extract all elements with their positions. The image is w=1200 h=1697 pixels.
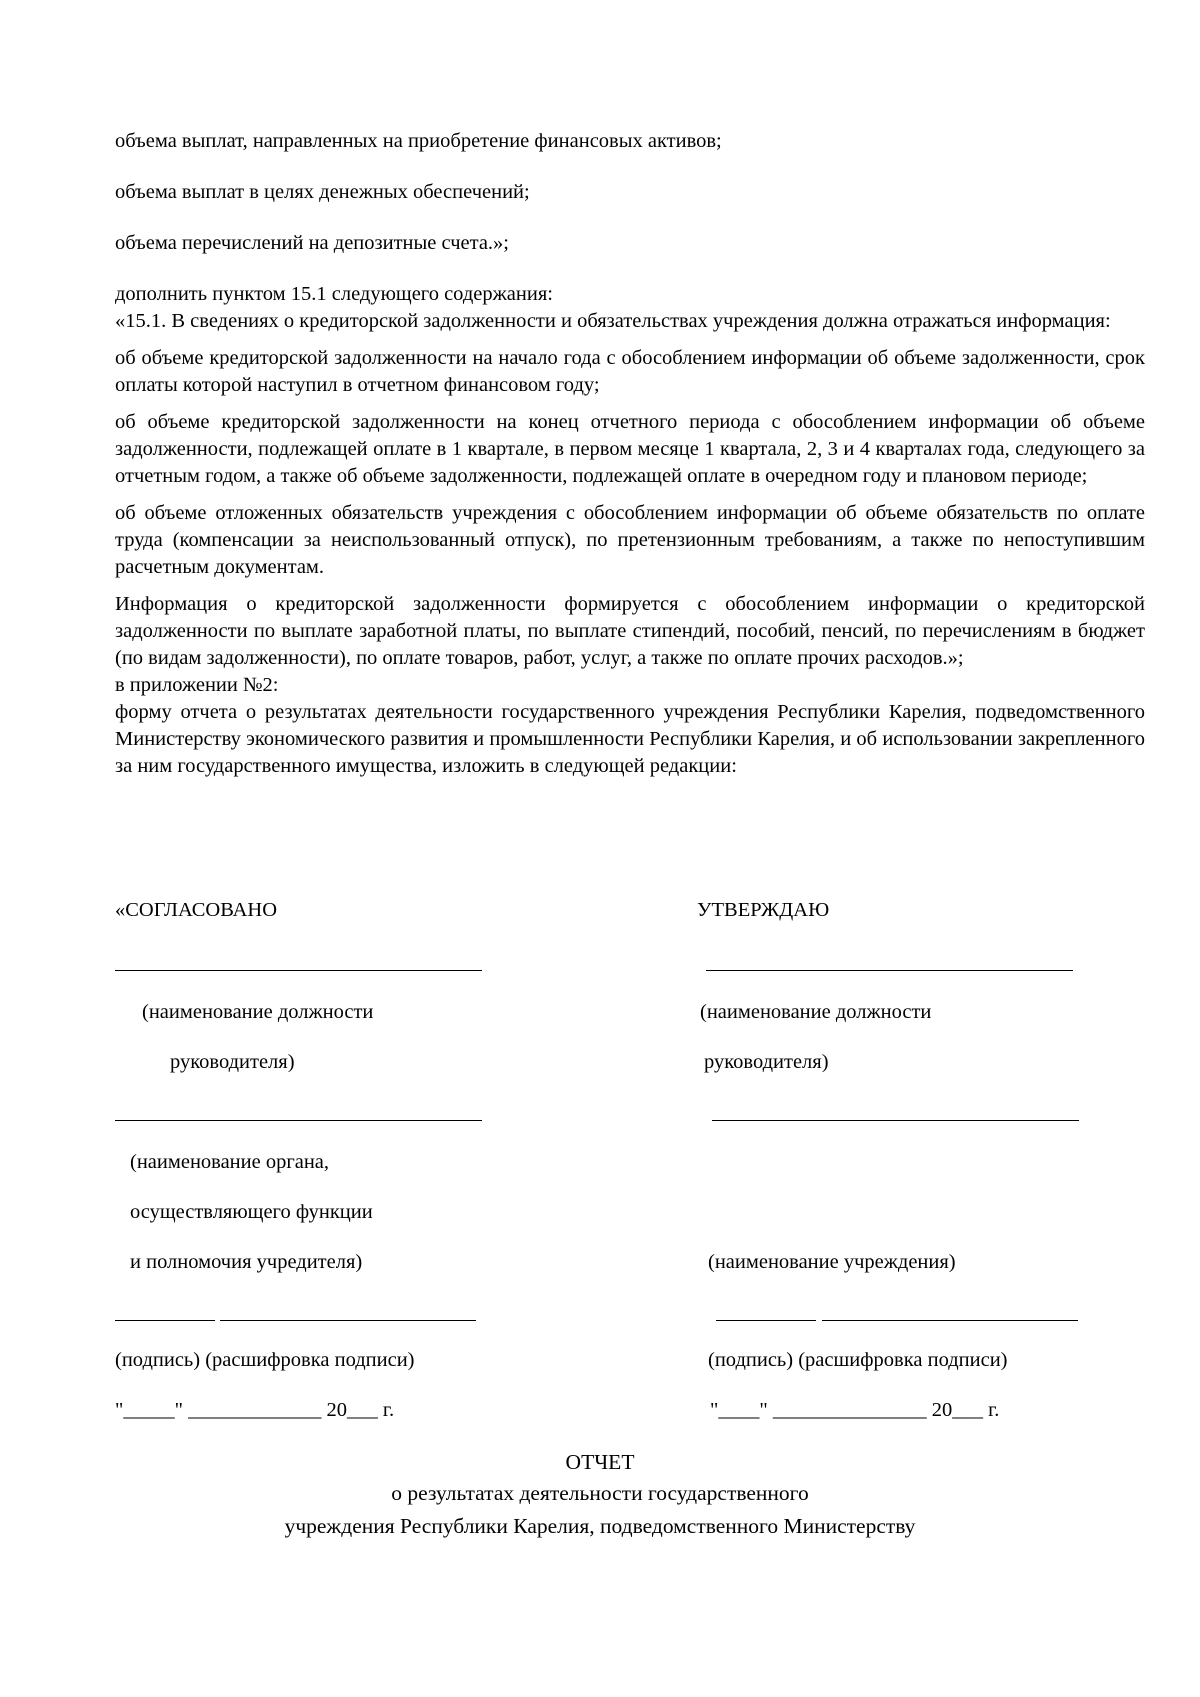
amendment-text bbox=[115, 128, 1145, 780]
paragraph-debt-end-period: об объеме кредиторской задолженности на конец отчетного периода с обособлением информации об объеме задолженности, подлежащей оплате в 1 квартале, в первом месяце 1 квартала, 2, 3 и 4 кварталах года, следующего за отчетным годом, а также об объеме задолженности, подлежащей оплате в очередном году и плановом периоде; bbox=[115, 411, 1145, 487]
right-signature-decoding-line bbox=[822, 1320, 1078, 1321]
left-position-caption-1: (наименование должности bbox=[142, 1001, 374, 1023]
right-signature-line bbox=[716, 1320, 816, 1321]
paragraph-item-15-1: «15.1. В сведениях о кредиторской задолженности и обязательствах учреждения должна отражаться информация: bbox=[115, 310, 1111, 332]
left-position-line bbox=[115, 970, 482, 971]
right-date: "____" _______________ 20___ г. bbox=[710, 1399, 1000, 1421]
paragraph-financial-assets: объема выплат, направленных на приобретение финансовых активов; bbox=[115, 130, 722, 152]
left-signature-caption: (подпись) (расшифровка подписи) bbox=[115, 1349, 415, 1371]
left-signature-line bbox=[115, 1320, 215, 1321]
right-signature-caption: (подпись) (расшифровка подписи) bbox=[708, 1349, 1008, 1371]
right-position-caption-2: руководителя) bbox=[704, 1051, 829, 1073]
paragraph-add-item-15-1: дополнить пунктом 15.1 следующего содержания: bbox=[115, 283, 553, 305]
paragraph-cash-provision: объема выплат в целях денежных обеспечений; bbox=[115, 181, 530, 203]
organ-caption-2: осуществляющего функции bbox=[130, 1201, 373, 1223]
approve-heading: УТВЕРЖДАЮ bbox=[697, 899, 830, 921]
organ-caption-1: (наименование органа, bbox=[130, 1151, 330, 1173]
report-title: ОТЧЕТ bbox=[565, 1450, 635, 1474]
report-subtitle-1: о результатах деятельности государственного bbox=[391, 1481, 809, 1505]
right-position-caption-1: (наименование должности bbox=[700, 1001, 932, 1023]
paragraph-debt-start-year: об объеме кредиторской задолженности на начало года с обособлением информации об объеме задолженности, срок оплаты которой наступил в отчетном финансовом году; bbox=[115, 347, 1145, 396]
left-date: "_____" _____________ 20___ г. bbox=[115, 1399, 395, 1421]
right-position-line bbox=[706, 970, 1073, 971]
left-position-caption-2: руководителя) bbox=[170, 1051, 295, 1073]
paragraph-deferred-obligations: об объеме отложенных обязательств учреждения с обособлением информации об объеме обязательств по оплате труда (компенсации за неиспользованный отпуск), по претензионным требованиям, а также по непоступившим расчетным документам. bbox=[115, 502, 1145, 578]
paragraph-debt-information: Информация о кредиторской задолженности формируется с обособлением информации о кредиторской задолженности по выплате заработной платы, по выплате стипендий, пособий, пенсий, по перечислениям в бюджет (по видам задолженности), по оплате товаров, работ, услуг, а также по оплате прочих расходов.»; bbox=[115, 593, 1145, 669]
left-organ-line bbox=[115, 1120, 482, 1121]
paragraph-deposit-accounts: объема перечислений на депозитные счета.»; bbox=[115, 232, 509, 254]
left-signature-decoding-line bbox=[220, 1320, 476, 1321]
report-subtitle-2: учреждения Республики Карелия, подведомственного Министерству bbox=[284, 1514, 916, 1538]
right-institution-line bbox=[712, 1120, 1079, 1121]
paragraph-appendix-2: в приложении №2: bbox=[115, 674, 279, 696]
agreed-heading: «СОГЛАСОВАНО bbox=[115, 899, 277, 921]
institution-caption: (наименование учреждения) bbox=[708, 1251, 956, 1273]
paragraph-report-form: форму отчета о результатах деятельности государственного учреждения Республики Карелия, подведомственного Министерству экономического развития и промышленности Республики Карелия, и об использовании закрепленного за ним государственного имущества, изложить в следующей редакции: bbox=[115, 701, 1145, 777]
organ-caption-3: и полномочия учредителя) bbox=[130, 1251, 363, 1273]
